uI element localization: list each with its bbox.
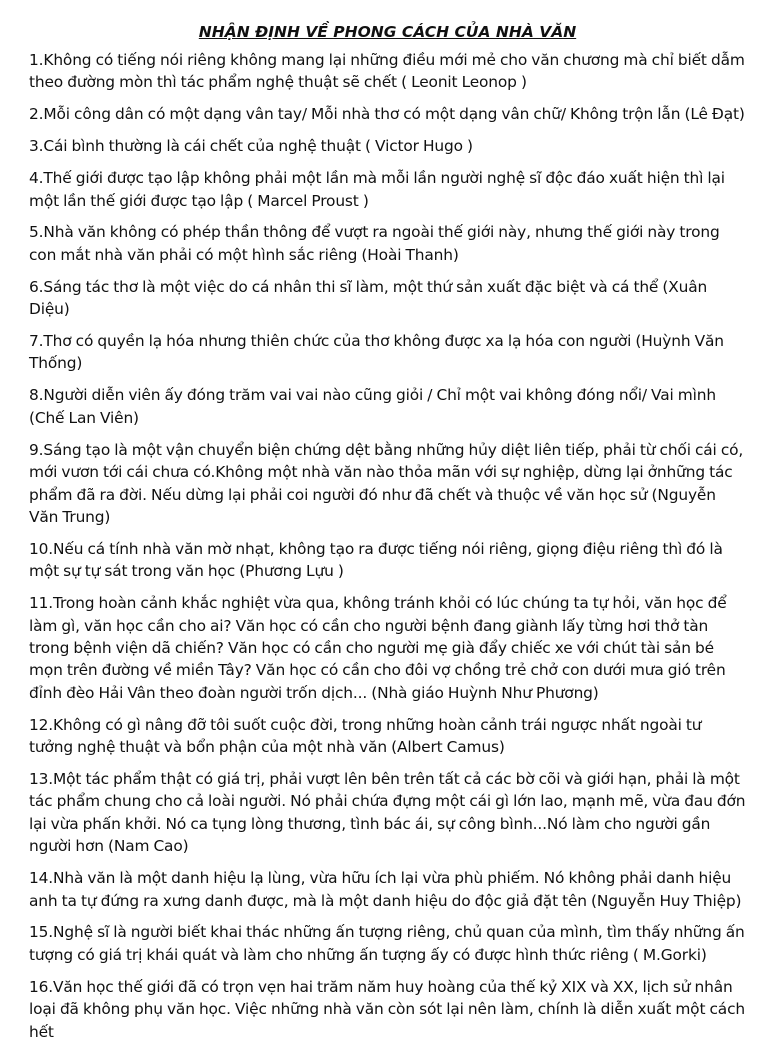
quote-item: 3.Cái bình thường là cái chết của nghệ thuật ( Victor Hugo ): [29, 137, 473, 156]
quote-item: 10.Nếu cá tính nhà văn mờ nhạt, không tạo ra được tiếng nói riêng, giọng điệu riêng thì đó là một sự tự sát trong văn học (Phương Lựu ): [29, 539, 723, 581]
document-title: NHẬN ĐỊNH VỀ PHONG CÁCH CỦA NHÀ VĂN: [198, 23, 577, 41]
quote-item: 6.Sáng tác thơ là một việc do cá nhân thi sĩ làm, một thứ sản xuất đặc biệt và cá thể (Xuân Diệu): [29, 277, 708, 319]
quote-item: 13.Một tác phẩm thật có giá trị, phải vượt lên bên trên tất cả các bờ cõi và giới hạn, phải là một tác phẩm chung cho cả loài người. Nó phải chứa đựng một cái gì lớn lao, mạnh mẽ, vừa đau đớn lại vừa phấn khởi. Nó ca tụng lòng thương, tình bác ái, sự công bình...Nó làm cho người gần người hơn (Nam Cao): [29, 769, 746, 856]
quote-item: 16.Văn học thế giới đã có trọn vẹn hai trăm năm huy hoàng của thế kỷ XIX và XX, lịch sử nhân loại đã không phụ văn học. Việc những nhà văn còn sót lại nên làm, chính là diễn xuất một cách hết: [29, 977, 745, 1041]
quote-item: 7.Thơ có quyền lạ hóa nhưng thiên chức của thơ không được xa lạ hóa con người (Huỳnh Văn Thống): [29, 332, 724, 373]
quote-item: 2.Mỗi công dân có một dạng vân tay/ Mỗi nhà thơ có một dạng vân chữ/ Không trộn lẫn (Lê Đạt): [29, 105, 745, 124]
quote-item: 11.Trong hoàn cảnh khắc nghiệt vừa qua, không tránh khỏi có lúc chúng ta tự hỏi, văn học để làm gì, văn học cần cho ai? Văn học có cần cho người bệnh đang giành lấy từng hơi thở tàn trong bệnh viện dã chiến? Văn học có cần cho người mẹ già đẩy chiếc xe với chút tài sản bé mọn trên đường về miền Tây? Văn học có cần cho đôi vợ chồng trẻ chở con dưới mưa gió trên đỉnh đèo Hải Vân theo đoàn người trốn dịch... (Nhà giáo Huỳnh Như Phương): [29, 594, 727, 702]
quote-item: 8.Người diễn viên ấy đóng trăm vai vai nào cũng giỏi / Chỉ một vai không đóng nổi/ Vai mình (Chế Lan Viên): [29, 386, 716, 427]
quote-item: 4.Thế giới được tạo lập không phải một lần mà mỗi lần người nghệ sĩ độc đáo xuất hiện thì lại một lần thế giới được tạo lập ( Marcel Proust ): [29, 169, 725, 210]
quote-item: 1.Không có tiếng nói riêng không mang lại những điều mới mẻ cho văn chương mà chỉ biết dẫm theo đường mòn thì tác phẩm nghệ thuật sẽ chết ( Leonit Leonop ): [29, 51, 745, 92]
quote-item: 9.Sáng tạo là một vận chuyển biện chứng dệt bằng những hủy diệt liên tiếp, phải từ chối cái có, mới vươn tới cái chưa có.Không một nhà văn nào thỏa mãn với sự nghiệp, dừng lại ởnhững tác phẩm đã ra đời. Nếu dừng lại phải coi người đó như đã chết và thuộc về văn học sử (Nguyễn Văn Trung): [29, 440, 744, 526]
quote-item: 12.Không có gì nâng đỡ tôi suốt cuộc đời, trong những hoàn cảnh trái ngược nhất ngoài tư tưởng nghệ thuật và bổn phận của một nhà văn (Albert Camus): [29, 715, 702, 757]
quote-item: 15.Nghệ sĩ là người biết khai thác những ấn tượng riêng, chủ quan của mình, tìm thấy những ấn tượng có giá trị khái quát và làm cho những ấn tượng ấy có được hình thức riêng ( M.Gorki): [29, 923, 745, 964]
quote-item: 14.Nhà văn là một danh hiệu lạ lùng, vừa hữu ích lại vừa phù phiếm. Nó không phải danh hiệu anh ta tự đứng ra xưng danh được, mà là một danh hiệu do độc giả đặt tên (Nguyễn Huy Thiệp): [29, 869, 742, 910]
quote-item: 5.Nhà văn không có phép thần thông để vượt ra ngoài thế giới này, nhưng thế giới này trong con mắt nhà văn phải có một hình sắc riêng (Hoài Thanh): [29, 223, 720, 264]
